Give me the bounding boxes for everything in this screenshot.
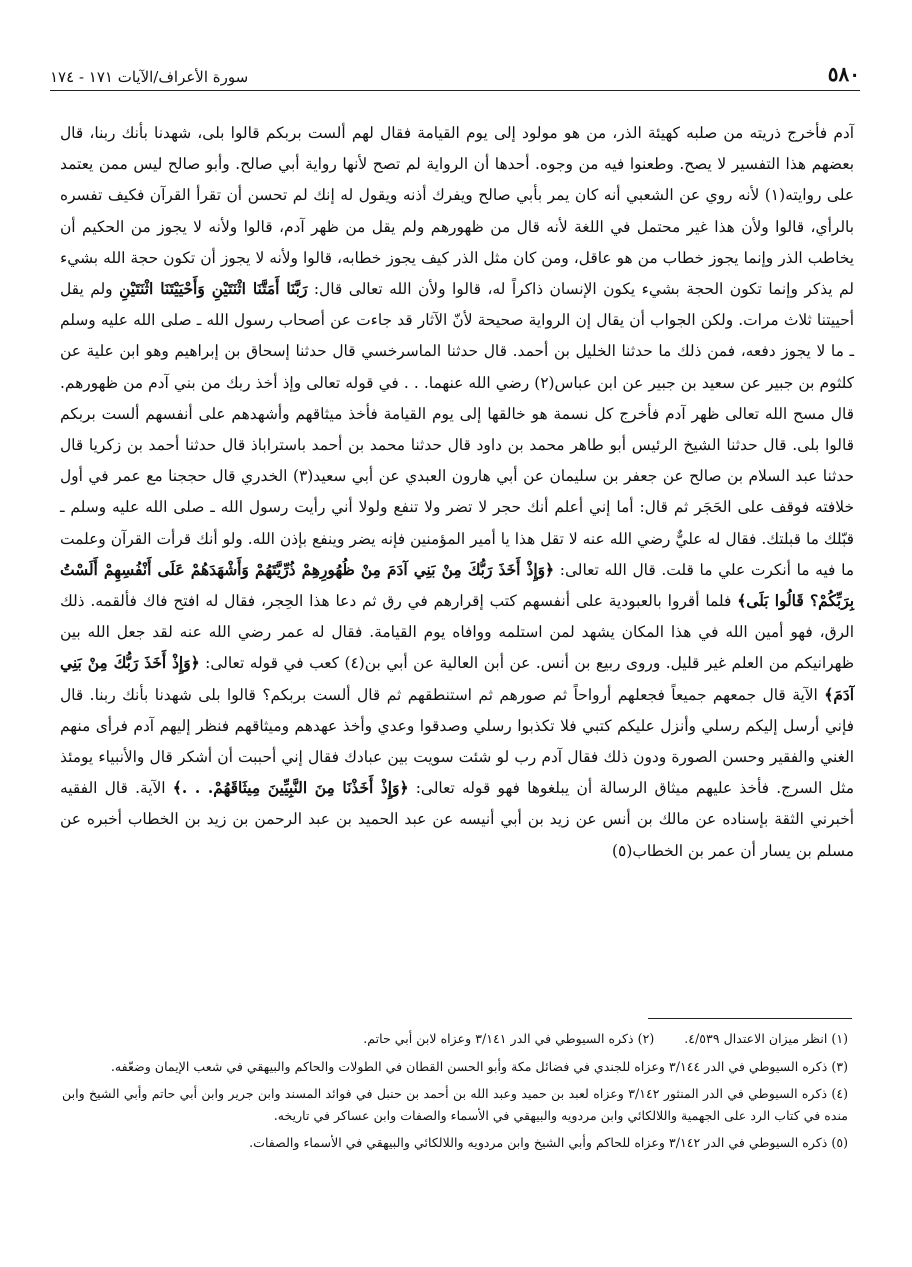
quran-quote: ﴿وَإِذْ أَخَذَ رَبُّكَ مِنْ بَنِي آدَمَ مِنْ ظُهُورِهِمْ ذُرِّيَّتَهُمْ وَأَشْهَدَهُمْ عَلَى أَنْفُسِهِمْ أَلَسْتُ بِرَبِّكُمْ؟ قَالُوا بَلَى﴾ bbox=[60, 560, 854, 611]
footnote-row bbox=[62, 1028, 848, 1050]
body-text-segment: آدم فأخرج ذريته من صلبه كهيئة الذر، من هو مولود إلى يوم القيامة فقال لهم ألست بربكم قالوا بلى، شهدنا بأنك ربنا، قال بعضهم هذا التفسير لا يصح. وطعنوا فيه من وجوه. أحدها أن الرواية لم تصح لأنها رواية أبي صالح. وأبو صالح ليس ممن يعتمد على روايته(١) لأنه روي عن الشعبي أنه كان يمر بأبي صالح ويفرك أذنه ويقول له إنك لم تحسن أن تقرأ القرآن فكيف تفسره بالرأي، قالوا ولأن هذا غير محتمل في اللغة لأنه قال من ظهورهم ولم يقل من ظهر آدم، قالوا ولأنه لا يجوز من الحكيم أن يخاطب الذر وإنما يجوز خطاب من هو عاقل، ومن كان مثل الذر كيف يجوز خطابه، قالوا ولأنه لا يجوز أن تكون حجة الله بشيء لم يذكر وإنما تكون الحجة بشيء يكون الإنسان ذاكراً له، قالوا ولأن الله تعالى قال: bbox=[60, 124, 855, 299]
quran-quote: ﴿وَإِذْ أَخَذْنَا مِنَ النَّبِيِّينَ مِيثَاقَهُمْ. . .﴾ bbox=[172, 779, 409, 798]
surah-verse-range: سورة الأعراف/الآيات ١٧١ - ١٧٤ bbox=[50, 68, 249, 86]
main-text bbox=[60, 118, 854, 867]
footnote-1: (١) انظر ميزان الاعتدال ٤/٥٣٩. bbox=[684, 1031, 848, 1046]
footnote-3: (٣) ذكره السيوطي في الدر ٣/١٤٤ وعزاه للجندي في فضائل مكة وأبو الحسن القطان في الطولات والحاكم والبيهقي في شعب الإيمان وضعّفه. bbox=[110, 1059, 848, 1075]
body-text-segment: الآية قال جمعهم جميعاً فجعلهم أرواحاً ثم صورهم ثم استنطقهم ثم قال ألست بربكم؟ قالوا بلى شهدنا بأنك ربنا. قال فإني أرسل إليكم رسلي وأنزل عليكم كتبي فلا تكذبوا رسلي وصدقوا وعدي وأخذ عهدهم وميثاقهم فنظر إليهم آدم فرأى منهم الغني والفقير وحسن الصورة ودون ذلك فقال آدم رب لو شئت سويت بين عبادك فقال إني أحببت أن أشكر قال والأنبياء يومئذ مثل السرج. فأخذ عليهم ميثاق الرسالة أن يبلغوها فهو قوله تعالى: bbox=[60, 685, 854, 798]
body-text-segment: الآية. قال الفقيه أخبرني الثقة بإسناده عن مالك بن أنس عن زيد بن أبي أنيسه عن عبد الحميد بن عبد الرحمن بن زيد بن الخطاب أخبره عن مسلم بن يسار أن عمر بن الخطاب(٥) bbox=[60, 779, 854, 860]
footnote-separator bbox=[648, 1018, 852, 1019]
body-text-segment: ولم يقل أحييتنا ثلاث مرات. ولكن الجواب أن يقال إن الرواية صحيحة لأنّ الآثار قد جاءت عن أصحاب رسول الله ـ صلى الله عليه وسلم ـ ما لا يجوز دفعه، فمن ذلك ما حدثنا الخليل بن أحمد. قال حدثنا الماسرخسي قال حدثنا إسحاق بن إبراهيم وهو ابن علية عن كلثوم بن جبير عن سعيد بن جبير عن ابن عباس(٢) رضي الله عنهما. . . في قوله تعالى وإذ أخذ ربك من بني آدم من ظهورهم. قال مسح الله تعالى ظهر آدم فأخرج كل نسمة هو خالقها إلى يوم القيامة فأخذ ميثاقهم وأشهدهم على أنفسهم ألست بربكم قالوا بلى. قال حدثنا الشيخ الرئيس أبو طاهر محمد بن داود قال حدثنا محمد بن أحمد باستراباذ قال حدثنا أحمد بن زكريا قال حدثنا عبد السلام بن صالح عن جعفر بن سليمان عن أبي هارون العبدي عن أبي سعيد(٣) الخدري قال حججنا مع عمر في أول خلافته فوقف على الحَجَر ثم قال: أما إني أعلم أنك حجر لا تضر ولا تنفع ولولا أني رأيت رسول الله ـ صلى الله عليه وسلم ـ قبّلك ما قبلتك. فقال له عليٌّ رضي الله عنه لا تقل هذا يا أمير المؤمنين فإنه يضر وينفع بإذن الله. ولو أنك قرأت القرآن وعلمت ما فيه ما أنكرت علي ما قلت. قال الله تعالى: bbox=[60, 280, 855, 579]
quran-quote: ﴿وَإِذْ أَخَذَ رَبُّكَ مِنْ بَنِي آدَمَ﴾ bbox=[60, 654, 854, 704]
body-text-segment: فلما أقروا بالعبودية على أنفسهم كتب إقرارهم في رق ثم دعا هذا الحِجر، فقال له افتح فاك فألقمه. ذلك الرق، فهو أمين الله في هذا المكان يشهد لمن استلمه ووافاه يوم القيامة. فقال له عمر رضي الله عنه لقد جعل الله بين ظهرانيكم من العلم غير قليل. وروى ربيع بن أنس. عن أبن العالية عن أبي بن(٤) كعب في قوله تعالى: bbox=[60, 592, 854, 673]
footnote-5: (٥) ذكره السيوطي في الدر ٣/١٤٢ وعزاه للحاكم وأبي الشيخ وابن مردويه واللالكائي والبيهقي في الأسماء والصفات. bbox=[249, 1134, 848, 1150]
running-header bbox=[50, 56, 860, 91]
body-paragraph bbox=[60, 118, 854, 867]
footnotes bbox=[62, 1028, 848, 1158]
quran-quote: رَبَّنَا أَمَتَّنَا اثْنَتَيْنِ وَأَحْيَيْتَنَا اثْنَتَيْنِ bbox=[119, 280, 308, 299]
page-number: ٥٨٠ bbox=[827, 62, 860, 86]
footnote-4: (٤) ذكره السيوطي في الدر المنثور ٣/١٤٢ وعزاه لعبد بن حميد وعبد الله بن أحمد بن حنبل في فوائد المسند وابن جرير وابن أبي حاتم وأبي الشيخ وابن منده في كتاب الرد على الجهمية واللالكائي وابن مردويه والبيهقي في الأسماء والصفات وابن عساكر في تاريخه. bbox=[62, 1085, 848, 1124]
footnote-2: (٢) ذكره السيوطي في الدر ٣/١٤١ وعزاه لابن أبي حاتم. bbox=[363, 1031, 655, 1046]
